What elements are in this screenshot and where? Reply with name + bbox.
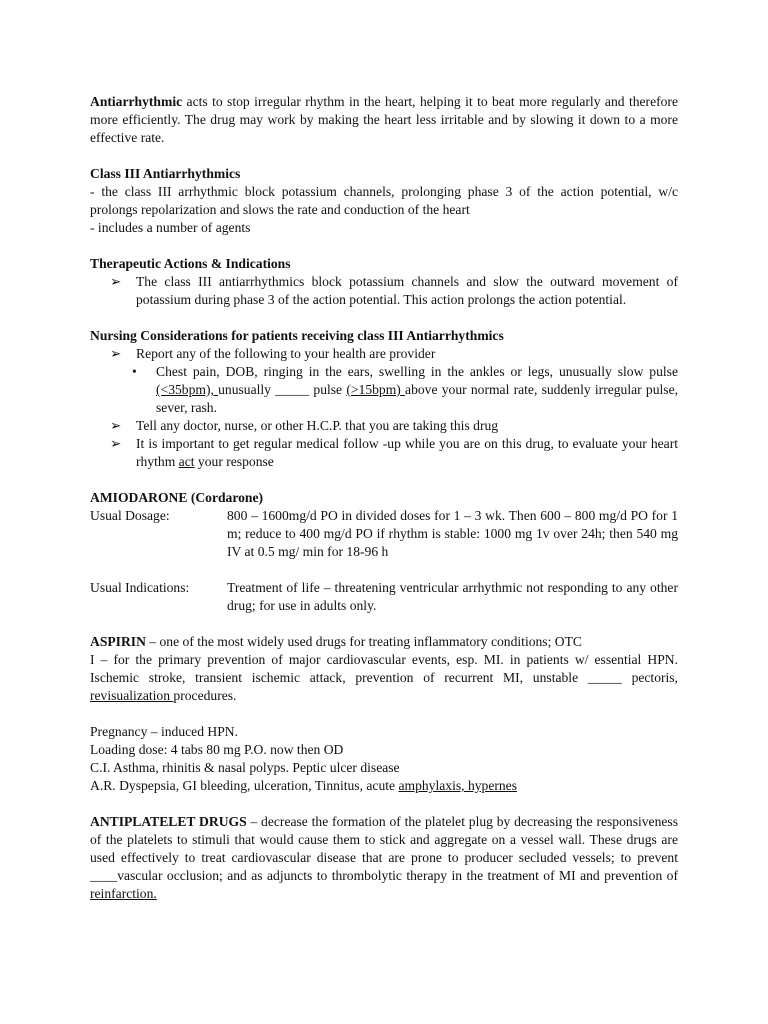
antiplatelet-paragraph: ANTIPLATELET DRUGS – decrease the formation of the platelet plug by decreasing the responsiveness of the platelets to stimuli that would cause them to stick and aggregate on a vessel wall. These drugs are used effectively to treat cardiovascular disease that are prone to producer secluded vessels; to prevent ____vascular occlusion; and as adjuncts to thrombolytic therapy in the treatment of MI and prevention of reinfarction. <box>90 814 679 901</box>
arrow-bullet-icon: ➢ <box>110 436 122 451</box>
nursing-subitem-1-text: Chest pain, DOB, ringing in the ears, swelling in the ankles or legs, unusually slow pulse (<35bpm), unusually _____ pulse (>15bpm) above your normal rate, suddenly irregular pulse, sever, rash. <box>156 364 679 415</box>
class3-line-1: - the class III arrhythmic block potassium channels, prolonging phase 3 of the action potential, w/c prolongs repolarization and slows the rate and conduction of the heart <box>90 184 678 217</box>
dot-bullet-icon: • <box>132 364 137 379</box>
dosage-text: 800 – 1600mg/d PO in divided doses for 1 – 3 wk. Then 600 – 800 mg/d PO for 1 m; reduce to 400 mg/d PO if rhythm is stable: 1000 mg 1v over 24h; then 540 mg IV at 0.5 mg/ min for 18-96 h <box>227 508 678 559</box>
arrow-bullet-icon: ➢ <box>110 274 122 289</box>
arrow-bullet-icon: ➢ <box>110 418 122 433</box>
amiodarone-dosage <box>90 507 678 561</box>
indications-label: Usual Indications: <box>90 580 190 595</box>
nursing-item-1 <box>90 345 678 363</box>
therapeutic-heading: Therapeutic Actions & Indications <box>90 256 291 271</box>
nursing-item-3 <box>90 435 678 471</box>
dosage-label: Usual Dosage: <box>90 508 170 523</box>
amiodarone-indications <box>90 579 678 615</box>
therapeutic-item-text: The class III antiarrhythmics block potassium channels and slow the outward movement of potassium during phase 3 of the action potential. This action prolongs the action potential. <box>136 274 678 307</box>
nursing-item-1-text: Report any of the following to your health are provider <box>136 346 436 361</box>
nursing-item-3-text: It is important to get regular medical follow -up while you are on this drug, to evaluate your heart rhythm act your response <box>136 436 678 469</box>
class3-heading: Class III Antiarrhythmics <box>90 166 241 181</box>
nursing-item-2-text: Tell any doctor, nurse, or other H.C.P. that you are taking this drug <box>136 418 499 433</box>
aspirin-adverse-reactions: A.R. Dyspepsia, GI bleeding, ulceration, Tinnitus, acute amphylaxis, hypernes <box>90 778 518 793</box>
intro-term: Antiarrhythmic <box>90 94 183 109</box>
therapeutic-item <box>90 273 678 309</box>
intro-text: acts to stop irregular rhythm in the heart, helping it to beat more regularly and therefore more efficiently. The drug may work by making the heart less irritable and by slowing it down to a more effective rate. <box>90 94 678 145</box>
aspirin-heading: ASPIRIN – one of the most widely used drugs for treating inflammatory conditions; OTC <box>90 634 582 649</box>
amiodarone-heading: AMIODARONE (Cordarone) <box>90 490 264 505</box>
nursing-item-2 <box>90 417 678 435</box>
arrow-bullet-icon: ➢ <box>110 346 122 361</box>
indications-text: Treatment of life – threatening ventricular arrhythmic not responding to any other drug; for use in adults only. <box>227 580 678 613</box>
nursing-heading: Nursing Considerations for patients receiving class III Antiarrhythmics <box>90 328 504 343</box>
antiplatelet-heading: ANTIPLATELET DRUGS <box>90 814 247 829</box>
class3-line-2: - includes a number of agents <box>90 220 251 235</box>
aspirin-contraindications: C.I. Asthma, rhinitis & nasal polyps. Peptic ulcer disease <box>90 760 400 775</box>
nursing-subitem-1 <box>90 363 678 417</box>
aspirin-loading-dose: Loading dose: 4 tabs 80 mg P.O. now then OD <box>90 742 344 757</box>
document-page <box>90 93 678 903</box>
intro-paragraph <box>90 93 678 147</box>
aspirin-pregnancy: Pregnancy – induced HPN. <box>90 724 238 739</box>
aspirin-indications: I – for the primary prevention of major cardiovascular events, esp. MI. in patients w/ essential HPN. Ischemic stroke, transient ischemic attack, prevention of recurrent MI, unstable _____ pectoris, revisualization procedures. <box>90 652 678 703</box>
